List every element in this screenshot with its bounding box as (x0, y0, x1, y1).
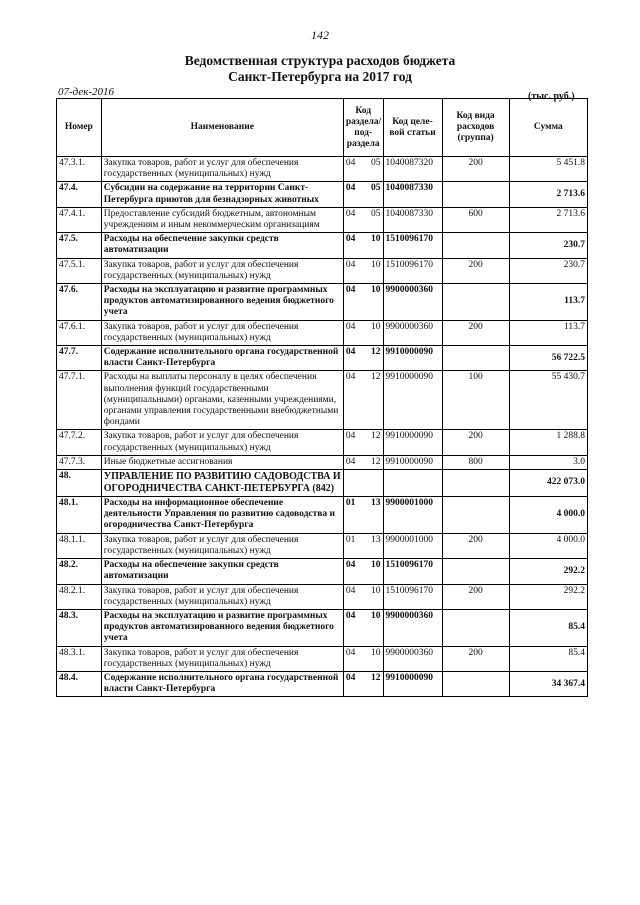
section-code: 04 (345, 321, 356, 332)
header-article: Код целе- вой статьи (383, 99, 442, 157)
row-number: 48.3. (57, 609, 102, 646)
row-number: 48.2. (57, 559, 102, 584)
table-row (57, 497, 588, 534)
row-name: Закупка товаров, работ и услуг для обеспечения государственных (муниципальных) нужд (101, 258, 343, 283)
row-article-code: 1040087320 (383, 157, 442, 182)
subsection-code: 12 (371, 456, 381, 467)
row-number: 47.7.2. (57, 430, 102, 455)
row-name: УПРАВЛЕНИЕ ПО РАЗВИТИЮ САДОВОДСТВА И ОГОРОДНИЧЕСТВА САНКТ-ПЕТЕРБУРГА (842) (101, 470, 343, 497)
row-section-code (343, 559, 383, 584)
row-expense-group (442, 609, 509, 646)
row-number: 47.6. (57, 284, 102, 321)
row-article-code: 9900001000 (383, 497, 442, 534)
table-row (57, 371, 588, 430)
row-sum: 3.0 (509, 455, 587, 469)
section-code: 01 (345, 498, 356, 509)
row-article-code: 9900000360 (383, 609, 442, 646)
row-name: Содержание исполнительного органа государственной власти Санкт-Петербурга (101, 671, 343, 696)
row-sum: 4 000.0 (509, 497, 587, 534)
table-row (57, 320, 588, 345)
row-sum: 292.2 (509, 559, 587, 584)
row-name: Расходы на эксплуатацию и развитие программных продуктов автоматизированного ведения бюджетного учета (101, 284, 343, 321)
row-section-code (343, 320, 383, 345)
subsection-code: 10 (371, 647, 381, 658)
row-sum: 1 288.8 (509, 430, 587, 455)
budget-table (56, 98, 588, 697)
row-name: Субсидии на содержание на территории Санкт-Петербурга приютов для безнадзорных животных (101, 182, 343, 207)
table-row (57, 646, 588, 671)
row-number: 47.5. (57, 233, 102, 258)
row-sum: 85.4 (509, 646, 587, 671)
row-article-code: 1510096170 (383, 559, 442, 584)
row-name: Иные бюджетные ассигнования (101, 455, 343, 469)
subsection-code: 10 (371, 285, 381, 296)
row-sum: 2 713.6 (509, 207, 587, 232)
row-article-code: 9910000090 (383, 671, 442, 696)
row-section-code (343, 430, 383, 455)
row-name: Закупка товаров, работ и услуг для обеспечения государственных (муниципальных) нужд (101, 320, 343, 345)
row-article-code: 1040087330 (383, 182, 442, 207)
row-section-code (343, 207, 383, 232)
document-date: 07-дек-2016 (58, 86, 115, 98)
row-name: Содержание исполнительного органа государственной власти Санкт-Петербурга (101, 346, 343, 371)
row-name: Закупка товаров, работ и услуг для обеспечения государственных (муниципальных) нужд (101, 430, 343, 455)
row-number: 48.2.1. (57, 584, 102, 609)
subsection-code: 13 (371, 534, 381, 545)
row-section-code (343, 346, 383, 371)
row-number: 47.4. (57, 182, 102, 207)
table-row (57, 470, 588, 497)
row-sum: 230.7 (509, 258, 587, 283)
row-number: 47.5.1. (57, 258, 102, 283)
row-name: Предоставление субсидий бюджетным, автономным учреждениям и иным некоммерческим организациям (101, 207, 343, 232)
row-expense-group: 200 (442, 157, 509, 182)
row-sum: 2 713.6 (509, 182, 587, 207)
row-section-code (343, 646, 383, 671)
row-number: 47.7. (57, 346, 102, 371)
row-expense-group: 200 (442, 320, 509, 345)
subsection-code: 10 (371, 560, 381, 571)
row-name: Расходы на обеспечение закупки средств автоматизации (101, 233, 343, 258)
row-expense-group: 200 (442, 646, 509, 671)
row-section-code (343, 455, 383, 469)
subsection-code: 12 (371, 372, 381, 383)
row-section-code (343, 671, 383, 696)
row-section-code (343, 182, 383, 207)
table-row (57, 258, 588, 283)
table-row (57, 284, 588, 321)
row-article-code: 1510096170 (383, 584, 442, 609)
row-name: Расходы на информационное обеспечение деятельности Управления по развитию садоводства и огородничества Санкт-Петербурга (101, 497, 343, 534)
row-expense-group: 600 (442, 207, 509, 232)
row-section-code (343, 470, 383, 497)
section-code: 04 (345, 158, 356, 168)
table-row (57, 455, 588, 469)
row-article-code: 1510096170 (383, 258, 442, 283)
row-number: 48.1.1. (57, 533, 102, 558)
row-name: Закупка товаров, работ и услуг для обеспечения государственных (муниципальных) нужд (101, 157, 343, 182)
row-expense-group: 100 (442, 371, 509, 430)
row-number: 47.6.1. (57, 320, 102, 345)
section-code: 04 (345, 431, 356, 442)
row-name: Закупка товаров, работ и услуг для обеспечения государственных (муниципальных) нужд (101, 646, 343, 671)
table-row (57, 233, 588, 258)
row-expense-group (442, 671, 509, 696)
title-line-2: Санкт-Петербурга на 2017 год (228, 69, 412, 84)
section-code: 04 (345, 347, 356, 358)
header-group: Код вида расходов (группа) (442, 99, 509, 157)
title-line-1: Ведомственная структура расходов бюджета (184, 53, 456, 68)
row-article-code: 1040087330 (383, 207, 442, 232)
section-code: 04 (345, 585, 356, 596)
section-code: 04 (345, 560, 356, 571)
row-name: Расходы на обеспечение закупки средств автоматизации (101, 559, 343, 584)
row-section-code (343, 584, 383, 609)
row-section-code (343, 497, 383, 534)
header-name: Наименование (101, 99, 343, 157)
row-name: Закупка товаров, работ и услуг для обеспечения государственных (муниципальных) нужд (101, 584, 343, 609)
row-number: 47.7.3. (57, 455, 102, 469)
row-expense-group (442, 497, 509, 534)
header-num: Номер (57, 99, 102, 157)
row-expense-group (442, 284, 509, 321)
row-section-code (343, 609, 383, 646)
row-number: 47.3.1. (57, 157, 102, 182)
row-section-code (343, 157, 383, 182)
row-article-code: 9910000090 (383, 346, 442, 371)
row-expense-group (442, 559, 509, 584)
subsection-code: 10 (371, 321, 381, 332)
row-sum: 4 000.0 (509, 533, 587, 558)
subsection-code: 10 (371, 610, 381, 621)
subsection-code: 13 (371, 498, 381, 509)
row-number: 47.4.1. (57, 207, 102, 232)
subsection-code: 10 (371, 259, 381, 270)
row-article-code: 9900000360 (383, 646, 442, 671)
row-article-code: 9910000090 (383, 430, 442, 455)
subsection-code: 10 (371, 234, 381, 245)
row-sum: 230.7 (509, 233, 587, 258)
units-label: (тыс. руб.) (528, 91, 575, 102)
table-row (57, 584, 588, 609)
row-sum: 56 722.5 (509, 346, 587, 371)
row-section-code (343, 371, 383, 430)
row-section-code (343, 284, 383, 321)
row-expense-group (442, 182, 509, 207)
row-name: Расходы на выплаты персоналу в целях обеспечения выполнения функций государственными (муниципальными) органами, казенными учреждениями, органами управления государственными внебюджетными фондами (101, 371, 343, 430)
row-expense-group (442, 233, 509, 258)
row-article-code: 9900000360 (383, 320, 442, 345)
row-number: 48.3.1. (57, 646, 102, 671)
subsection-code: 05 (371, 158, 381, 168)
section-code: 04 (345, 647, 356, 658)
row-expense-group (442, 470, 509, 497)
row-sum: 55 430.7 (509, 371, 587, 430)
header-section: Код раздела/ под- раздела (343, 99, 383, 157)
row-expense-group: 200 (442, 430, 509, 455)
subsection-code: 05 (371, 208, 381, 219)
row-expense-group: 800 (442, 455, 509, 469)
row-expense-group: 200 (442, 258, 509, 283)
row-number: 48. (57, 470, 102, 497)
row-number: 47.7.1. (57, 371, 102, 430)
section-code: 04 (345, 372, 356, 383)
subsection-code: 05 (371, 183, 381, 194)
subsection-code: 12 (371, 347, 381, 358)
row-section-code (343, 233, 383, 258)
row-article-code: 9910000090 (383, 455, 442, 469)
section-code: 04 (345, 259, 356, 270)
row-article-code (383, 470, 442, 497)
row-sum: 113.7 (509, 284, 587, 321)
row-number: 48.1. (57, 497, 102, 534)
header-sum: Сумма (509, 99, 587, 157)
section-code: 04 (345, 672, 356, 683)
table-row (57, 430, 588, 455)
row-expense-group (442, 346, 509, 371)
table-row (57, 559, 588, 584)
table-row (57, 609, 588, 646)
subsection-code: 12 (371, 431, 381, 442)
subsection-code: 10 (371, 585, 381, 596)
row-article-code: 9900001000 (383, 533, 442, 558)
section-code: 04 (345, 456, 356, 467)
section-code: 01 (345, 534, 356, 545)
row-number: 48.4. (57, 671, 102, 696)
row-sum: 34 367.4 (509, 671, 587, 696)
table-row (57, 207, 588, 232)
row-article-code: 1510096170 (383, 233, 442, 258)
row-article-code: 9900000360 (383, 284, 442, 321)
section-code: 04 (345, 234, 356, 245)
row-name: Закупка товаров, работ и услуг для обеспечения государственных (муниципальных) нужд (101, 533, 343, 558)
section-code: 04 (345, 183, 356, 194)
section-code: 04 (345, 610, 356, 621)
row-sum: 85.4 (509, 609, 587, 646)
row-sum: 113.7 (509, 320, 587, 345)
row-article-code: 9910000090 (383, 371, 442, 430)
row-sum: 422 073.0 (509, 470, 587, 497)
row-expense-group: 200 (442, 533, 509, 558)
section-code: 04 (345, 285, 356, 296)
table-row (57, 182, 588, 207)
table-row (57, 346, 588, 371)
table-row (57, 533, 588, 558)
row-expense-group: 200 (442, 584, 509, 609)
row-sum: 292.2 (509, 584, 587, 609)
row-section-code (343, 533, 383, 558)
row-name: Расходы на эксплуатацию и развитие программных продуктов автоматизированного ведения бюджетного учета (101, 609, 343, 646)
table-row (57, 671, 588, 696)
table-row (57, 157, 588, 182)
document-title (0, 53, 640, 85)
row-sum: 5 451.8 (509, 157, 587, 182)
page-number: 142 (311, 28, 329, 42)
section-code: 04 (345, 208, 356, 219)
subsection-code: 12 (371, 672, 381, 683)
table-header-row (57, 99, 588, 157)
row-section-code (343, 258, 383, 283)
